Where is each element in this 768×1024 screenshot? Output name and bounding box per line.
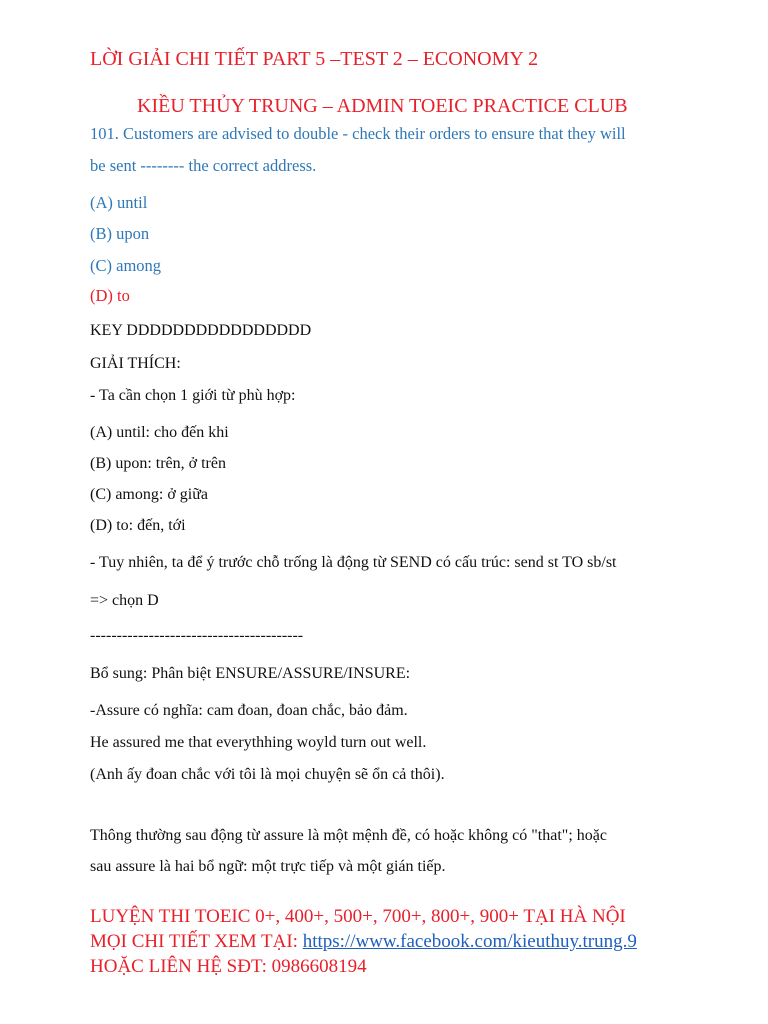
footer-line-1: LUYỆN THI TOEIC 0+, 400+, 500+, 700+, 800+, 900+ TẠI HÀ NỘI bbox=[90, 906, 626, 927]
paragraph-line-1: Thông thường sau động từ assure là một mệnh đề, có hoặc không có "that"; hoặc bbox=[90, 827, 607, 844]
extra-title: Bổ sung: Phân biệt ENSURE/ASSURE/INSURE: bbox=[90, 665, 411, 682]
page-title: LỜI GIẢI CHI TIẾT PART 5 –TEST 2 – ECONOMY 2 bbox=[90, 48, 539, 70]
meaning-b: (B) upon: trên, ở trên bbox=[90, 455, 226, 472]
meaning-d: (D) to: đến, tới bbox=[90, 517, 186, 534]
author-line: KIỀU THỦY TRUNG – ADMIN TOEIC PRACTICE CLUB bbox=[137, 95, 628, 117]
example-english: He assured me that everythhing woyld turn out well. bbox=[90, 734, 427, 751]
conclusion: => chọn D bbox=[90, 592, 159, 609]
footer-link-prefix: MỌI CHI TIẾT XEM TẠI: bbox=[90, 931, 303, 952]
structure-note: - Tuy nhiên, ta để ý trước chỗ trống là động từ SEND có cấu trúc: send st TO sb/st bbox=[90, 554, 617, 571]
paragraph-line-2: sau assure là hai bổ ngữ: một trực tiếp và một gián tiếp. bbox=[90, 858, 446, 875]
meaning-a: (A) until: cho đến khi bbox=[90, 424, 229, 441]
assure-meaning: -Assure có nghĩa: cam đoan, đoan chắc, bảo đảm. bbox=[90, 702, 408, 719]
meaning-c: (C) among: ở giữa bbox=[90, 486, 208, 503]
option-d-correct: (D) to bbox=[90, 286, 130, 305]
option-b: (B) upon bbox=[90, 224, 150, 243]
option-c: (C) among bbox=[90, 256, 162, 275]
question-line-1: 101. Customers are advised to double - check their orders to ensure that they will bbox=[90, 124, 626, 143]
example-vietnamese: (Anh ấy đoan chắc với tôi là mọi chuyện sẽ ổn cả thôi). bbox=[90, 766, 445, 783]
facebook-link[interactable]: https://www.facebook.com/kieuthuy.trung.9 bbox=[302, 931, 637, 952]
option-a: (A) until bbox=[90, 193, 148, 212]
question-line-2: be sent -------- the correct address. bbox=[90, 156, 317, 175]
explain-title: GIẢI THÍCH: bbox=[90, 355, 181, 372]
answer-key: KEY DDDDDDDDDDDDDDDD bbox=[90, 322, 312, 339]
separator-line: ---------------------------------------- bbox=[90, 627, 304, 644]
footer-line-2 bbox=[90, 931, 637, 953]
explain-intro: - Ta cần chọn 1 giới từ phù hợp: bbox=[90, 387, 296, 404]
footer-line-3: HOẶC LIÊN HỆ SĐT: 0986608194 bbox=[90, 956, 367, 977]
